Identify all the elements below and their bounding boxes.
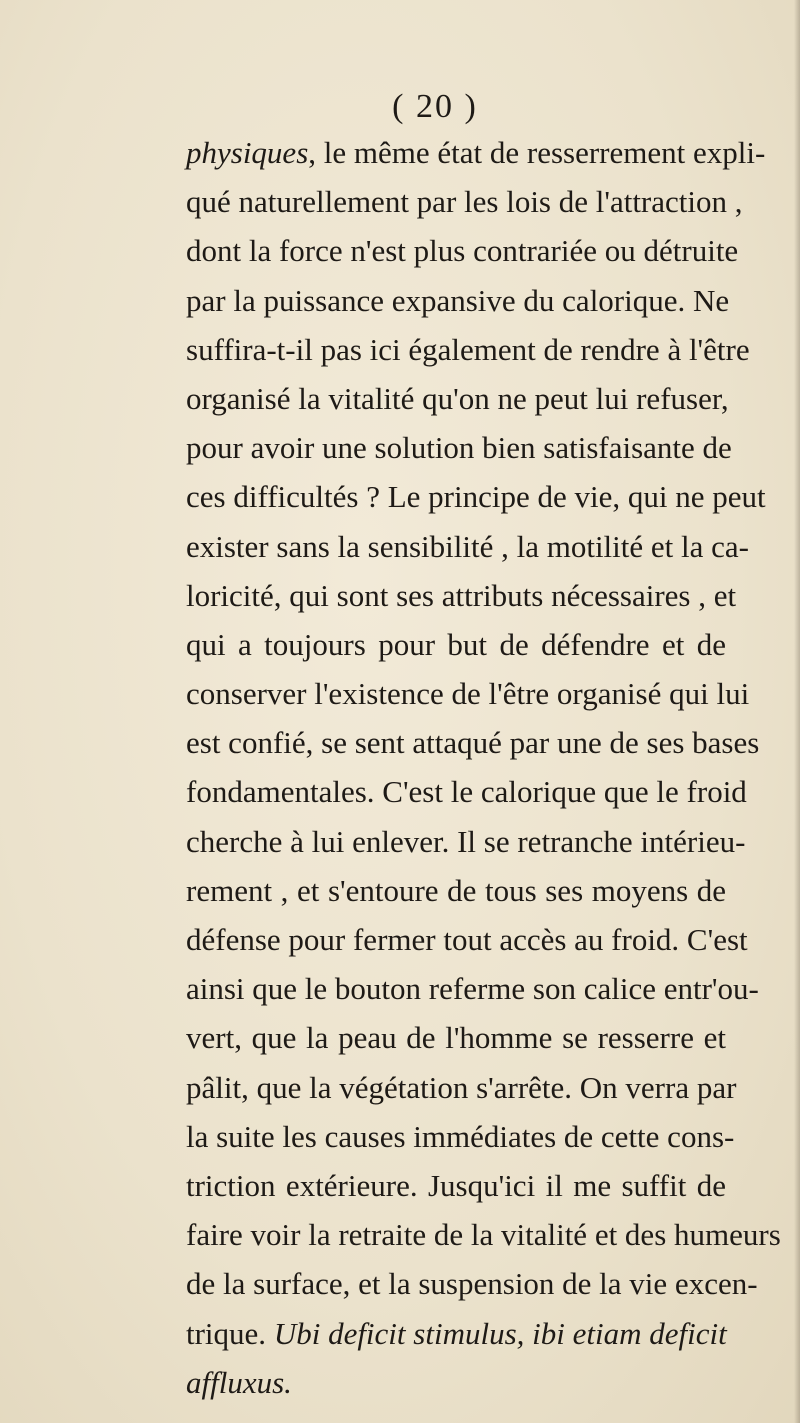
- text-line: dont la force n'est plus contrariée ou détruite: [186, 233, 739, 269]
- text-line: fondamentales. C'est le calorique que le froid: [186, 774, 747, 810]
- text-line: triction extérieure. Jusqu'ici il me suffit de: [186, 1167, 726, 1203]
- body-text: [186, 128, 781, 1407]
- text-line: [186, 1358, 726, 1407]
- latin-quote: Ubi deficit stimulus, ibi etiam deficit: [273, 1315, 727, 1351]
- text-line: par la puissance expansive du calorique. Ne: [186, 282, 730, 318]
- text-line: suffira-t-il pas ici également de rendre à l'être: [186, 331, 750, 367]
- text-line: exister sans la sensibilité , la motilité et la ca-: [186, 528, 749, 564]
- text-line: faire voir la retraite de la vitalité et des humeurs: [186, 1217, 781, 1253]
- text-line: la suite les causes immédiates de cette cons-: [186, 1118, 735, 1154]
- text-line: qui a toujours pour but de défendre et de: [186, 626, 726, 662]
- text-line: de la surface, et la suspension de la vie excen-: [186, 1266, 758, 1302]
- text-line: rement , et s'entoure de tous ses moyens de: [186, 872, 726, 908]
- text-line: pour avoir une solution bien satisfaisante de: [186, 430, 732, 466]
- text-line: est confié, se sent attaqué par une de ses bases: [186, 725, 760, 761]
- text-line: ces difficultés ? Le principe de vie, qui ne peut: [186, 479, 766, 515]
- text-line: vert, que la peau de l'homme se resserre et: [186, 1020, 726, 1056]
- text-line: loricité, qui sont ses attributs nécessaires , et: [186, 577, 737, 613]
- page-edge-shadow: [794, 0, 800, 1423]
- text-line: cherche à lui enlever. Il se retranche intérieu-: [186, 823, 746, 859]
- text-line: trique. Ubi deficit stimulus, ibi etiam deficit: [186, 1315, 727, 1351]
- text-line: qué naturellement par les lois de l'attraction ,: [186, 184, 743, 220]
- text-line: physiques, le même état de resserrement expli-: [186, 135, 766, 170]
- page-number: ( 20 ): [392, 88, 478, 125]
- latin-quote-end: affluxus.: [186, 1364, 292, 1400]
- text-line: ainsi que le bouton referme son calice entr'ou-: [186, 971, 759, 1007]
- text-line: défense pour fermer tout accès au froid. C'est: [186, 922, 748, 957]
- text-line: pâlit, que la végétation s'arrête. On verra par: [186, 1069, 737, 1105]
- text-line: organisé la vitalité qu'on ne peut lui refuser,: [186, 380, 729, 416]
- italic-word: physiques: [186, 135, 309, 170]
- text-line: conserver l'existence de l'être organisé qui lui: [186, 676, 750, 712]
